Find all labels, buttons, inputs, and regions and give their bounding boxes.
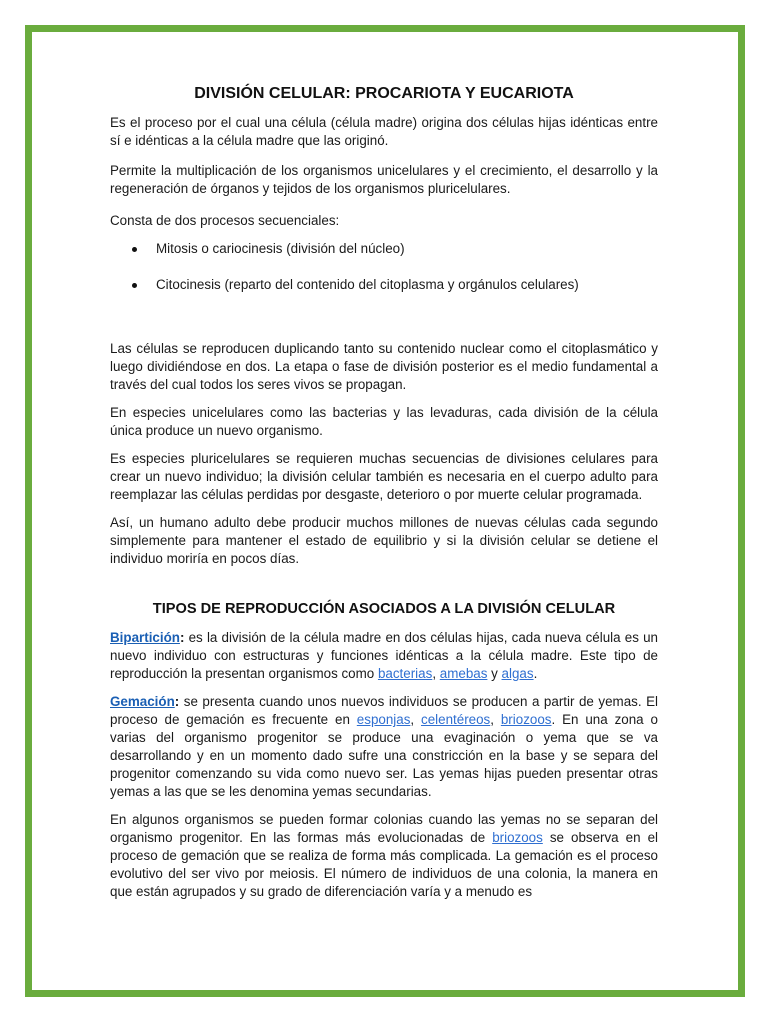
separator: y xyxy=(487,666,502,681)
paragraph-text: se observa en el proceso de gemación que se realiza de forma más complicada. La gemación es el proceso evolutivo del ser vivo por meiosis. El número de individuos de una colonia, la manera en que están agrupados y su grado de diferenciación varía y a menudo es xyxy=(110,830,658,899)
separator: , xyxy=(432,666,440,681)
paragraph-text: se presenta cuando unos nuevos individuos se producen a partir de yemas. El proceso de gemación es frecuente en xyxy=(110,694,658,727)
link-briozoos-2[interactable]: briozoos xyxy=(492,830,543,845)
section-subtitle: TIPOS DE REPRODUCCIÓN ASOCIADOS A LA DIVISIÓN CELULAR xyxy=(152,601,616,617)
paragraph-multiplication: Permite la multiplicación de los organismos unicelulares y el crecimiento, el desarrollo y la regeneración de órganos y tejidos de los organismos pluricelulares. xyxy=(110,163,658,196)
link-celentereos[interactable]: celentéreos xyxy=(421,712,491,727)
link-bacterias[interactable]: bacterias xyxy=(377,666,433,681)
paragraph-text: es la división de la célula madre en dos células hijas, cada nueva célula es un nuevo individuo con estructuras y funciones idénticas a la célula madre. Este tipo de reproducción la presentan organismos como xyxy=(110,630,658,681)
term-colon: : xyxy=(174,694,180,709)
link-briozoos[interactable]: briozoos xyxy=(500,712,552,727)
paragraph-reproduction: Las células se reproducen duplicando tanto su contenido nuclear como el citoplasmático y luego dividiéndose en dos. La etapa o fase de división posterior es el medio fundamental a través del cual todos los seres vivos se propagan. xyxy=(110,341,658,392)
page-title: DIVISIÓN CELULAR: PROCARIOTA Y EUCARIOTA xyxy=(194,85,574,102)
paragraph-processes-intro: Consta de dos procesos secuenciales: xyxy=(110,213,340,228)
period: . xyxy=(533,666,538,681)
paragraph-human: Así, un humano adulto debe producir muchos millones de nuevas células cada segundo simplemente para mantener el estado de equilibrio y si la división celular se detiene el individuo moriría en pocos días. xyxy=(110,515,658,566)
term-colon: : xyxy=(179,630,185,645)
paragraph-gemacion xyxy=(110,693,658,801)
separator: , xyxy=(410,712,422,727)
paragraph-unicellular: En especies unicelulares como las bacterias y las levaduras, cada división de la célula única produce un nuevo organismo. xyxy=(110,405,658,438)
paragraph-definition: Es el proceso por el cual una célula (célula madre) origina dos células hijas idénticas entre sí e idénticas a la célula madre que las originó. xyxy=(110,115,658,148)
document-body xyxy=(110,84,658,911)
paragraph-text: . En una zona o varias del organismo progenitor se produce una evaginación o yema que se va desarrollando y en un momento dado sufre una constricción en la base y se separa del progenitor comenzando su vida como nuevo ser. Las yemas hijas pueden presentar otras yemas a las que se les denomina yemas secundarias. xyxy=(110,712,658,799)
paragraph-biparticion xyxy=(110,629,658,683)
list-item: Mitosis o cariocinesis (división del núcleo) xyxy=(156,240,658,258)
separator: , xyxy=(490,712,501,727)
paragraph-text: En algunos organismos se pueden formar colonias cuando las yemas no se separan del organismo progenitor. En las formas más evolucionadas de xyxy=(110,812,658,845)
process-list xyxy=(110,240,658,294)
link-algas[interactable]: algas xyxy=(501,666,534,681)
term-gemacion[interactable]: Gemación xyxy=(110,694,175,709)
term-biparticion[interactable]: Bipartición xyxy=(110,630,180,645)
paragraph-multicellular: Es especies pluricelulares se requieren muchas secuencias de divisiones celulares para crear un nuevo individuo; la división celular también es necesaria en el cuerpo adulto para reemplazar las células perdidas por desgaste, deterioro o por muerte celular programada. xyxy=(110,451,658,502)
link-amebas[interactable]: amebas xyxy=(439,666,488,681)
link-esponjas[interactable]: esponjas xyxy=(356,712,411,727)
paragraph-colonias xyxy=(110,811,658,901)
list-item: Citocinesis (reparto del contenido del citoplasma y orgánulos celulares) xyxy=(156,276,658,294)
